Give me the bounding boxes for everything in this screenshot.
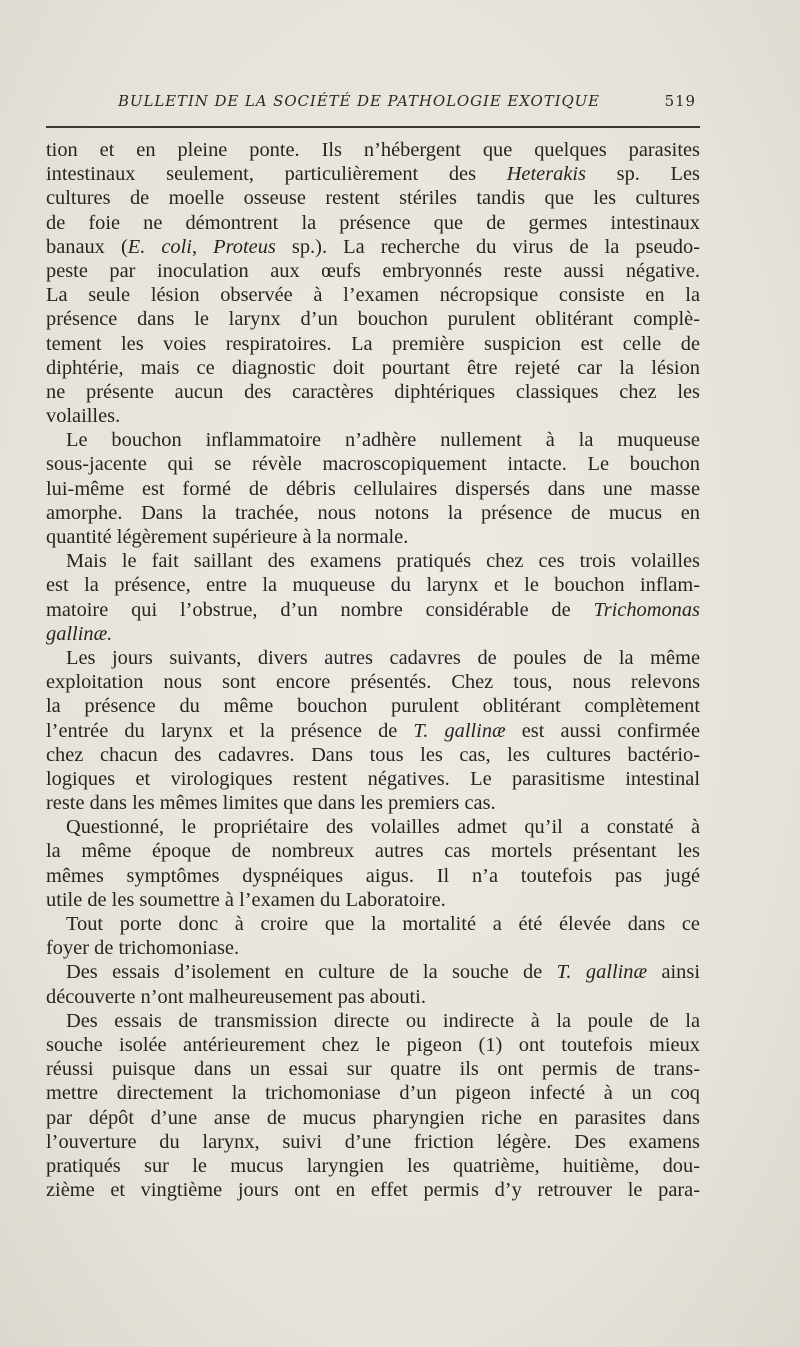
text-line	[46, 549, 700, 573]
italic-text: gallinæ.	[46, 622, 113, 645]
text-segment: est aussi confirmée	[505, 719, 700, 742]
text-line	[46, 404, 700, 428]
text-line	[46, 1154, 700, 1178]
text-line	[46, 138, 700, 162]
text-segment: cultures de moelle osseuse restent stériles tandis que les cultures	[46, 187, 700, 210]
text-segment: La seule lésion observée à l’examen nécropsique consiste en la	[46, 284, 700, 307]
text-line	[46, 1033, 700, 1057]
text-line	[46, 1106, 700, 1130]
text-line	[46, 936, 700, 960]
text-line	[46, 1130, 700, 1154]
text-line	[46, 767, 700, 791]
text-segment: reste dans les mêmes limites que dans les premiers cas.	[46, 792, 496, 815]
text-line	[46, 719, 700, 743]
text-line	[46, 428, 700, 452]
text-line	[46, 694, 700, 718]
text-line	[46, 622, 700, 646]
text-segment: mêmes symptômes dyspnéiques aigus. Il n’a toutefois pas jugé	[46, 864, 700, 887]
text-line	[46, 380, 700, 404]
text-segment: présence dans le larynx d’un bouchon purulent oblitérant complè-	[46, 308, 700, 331]
text-segment: découverte n’ont malheureusement pas abouti.	[46, 985, 426, 1008]
text-line	[46, 452, 700, 476]
text-line	[46, 477, 700, 501]
text-segment: tement les voies respiratoires. La première suspicion est celle de	[46, 332, 700, 355]
italic-text: Trichomonas	[593, 598, 700, 621]
text-segment: est la présence, entre la muqueuse du larynx et le bouchon inflam-	[46, 574, 700, 597]
text-line	[46, 525, 700, 549]
text-segment: Mais le fait saillant des examens pratiqués chez ces trois volailles	[66, 550, 700, 573]
text-segment: foyer de trichomoniase.	[46, 937, 240, 960]
italic-text: E. coli	[127, 235, 192, 258]
running-title: BULLETIN DE LA SOCIÉTÉ DE PATHOLOGIE EXOTIQUE	[118, 92, 601, 110]
text-segment: banaux (	[46, 235, 128, 258]
text-segment: l’ouverture du larynx, suivi d’une friction légère. Des examens	[46, 1130, 700, 1153]
text-line	[46, 985, 700, 1009]
text-segment: Des essais d’isolement en culture de la souche de	[66, 961, 557, 984]
running-head	[46, 92, 700, 116]
text-segment: logiques et virologiques restent négatives. Le parasitisme intestinal	[46, 767, 700, 790]
text-segment: volailles.	[46, 405, 121, 428]
text-segment: diphtérie, mais ce diagnostic doit pourtant être rejeté car la lésion	[46, 356, 700, 379]
text-segment: sp. Les	[585, 163, 700, 186]
text-segment: intestinaux seulement, particulièrement des	[46, 163, 507, 186]
italic-text: T. gallinæ	[556, 961, 648, 984]
text-segment: lui-même est formé de débris cellulaires dispersés dans une masse	[46, 477, 700, 500]
text-line	[46, 259, 700, 283]
text-line	[46, 791, 700, 815]
text-line	[46, 283, 700, 307]
text-line	[46, 332, 700, 356]
text-segment: sous-jacente qui se révèle macroscopiquement intacte. Le bouchon	[46, 453, 700, 476]
text-line	[46, 186, 700, 210]
text-segment: Les jours suivants, divers autres cadavres de poules de la même	[66, 646, 700, 669]
text-line	[46, 1178, 700, 1202]
italic-text: Proteus	[213, 235, 276, 258]
text-line	[46, 1081, 700, 1105]
text-segment: par dépôt d’une anse de mucus pharyngien riche en parasites dans	[46, 1106, 700, 1129]
header-rule	[46, 126, 700, 128]
italic-text: Heterakis	[506, 163, 586, 186]
text-segment: utile de les soumettre à l’examen du Laboratoire.	[46, 888, 446, 911]
text-segment: la présence du même bouchon purulent oblitérant complètement	[46, 695, 700, 718]
page-number: 519	[664, 92, 696, 110]
text-segment: l’entrée du larynx et la présence de	[46, 719, 414, 742]
text-segment: zième et vingtième jours ont en effet permis d’y retrouver le para-	[46, 1179, 700, 1202]
text-line	[46, 646, 700, 670]
text-segment: quantité légèrement supérieure à la normale.	[46, 526, 409, 548]
text-line	[46, 670, 700, 694]
text-line	[46, 501, 700, 525]
text-line	[46, 356, 700, 380]
text-segment: souche isolée antérieurement chez le pigeon (1) ont toutefois mieux	[46, 1033, 700, 1056]
text-segment: pratiqués sur le mucus laryngien les quatrième, huitième, dou-	[46, 1154, 700, 1177]
text-segment: exploitation nous sont encore présentés. Chez tous, nous relevons	[46, 671, 700, 694]
text-segment: Le bouchon inflammatoire n’adhère nullement à la muqueuse	[66, 429, 700, 452]
text-line	[46, 573, 700, 597]
text-segment: peste par inoculation aux œufs embryonnés reste aussi négative.	[46, 259, 700, 282]
text-line	[46, 162, 700, 186]
text-line	[46, 1009, 700, 1033]
text-line	[46, 839, 700, 863]
text-segment: ,	[191, 235, 214, 258]
text-segment: tion et en pleine ponte. Ils n’hébergent que quelques parasites	[46, 139, 700, 161]
text-segment: réussi puisque dans un essai sur quatre ils ont permis de trans-	[46, 1058, 700, 1081]
text-segment: mettre directement la trichomoniase d’un pigeon infecté à un coq	[46, 1082, 700, 1105]
text-line	[46, 888, 700, 912]
text-segment: ainsi	[647, 961, 700, 984]
text-segment: chez chacun des cadavres. Dans tous les cas, les cultures bactério-	[46, 743, 700, 766]
text-line	[46, 960, 700, 984]
text-segment: amorphe. Dans la trachée, nous notons la présence de mucus en	[46, 501, 700, 524]
text-segment: Tout porte donc à croire que la mortalité a été élevée dans ce	[66, 913, 700, 935]
text-line	[46, 912, 700, 936]
text-segment: sp.). La recherche du virus de la pseudo-	[275, 235, 700, 258]
text-line	[46, 235, 700, 259]
italic-text: T. gallinæ	[413, 719, 506, 742]
body-text	[46, 138, 700, 1202]
text-line	[46, 307, 700, 331]
text-line	[46, 743, 700, 767]
text-segment: la même époque de nombreux autres cas mortels présentant les	[46, 840, 700, 863]
text-line	[46, 598, 700, 622]
text-segment: ne présente aucun des caractères diphtériques classiques chez les	[46, 380, 700, 403]
text-line	[46, 1057, 700, 1081]
text-line	[46, 815, 700, 839]
text-segment: Des essais de transmission directe ou indirecte à la poule de la	[66, 1009, 700, 1032]
text-line	[46, 211, 700, 235]
text-line	[46, 864, 700, 888]
text-segment: Questionné, le propriétaire des volailles admet qu’il a constaté à	[66, 816, 700, 839]
text-segment: de foie ne démontrent la présence que de germes intestinaux	[46, 211, 700, 234]
text-segment: matoire qui l’obstrue, d’un nombre considérable de	[46, 598, 594, 621]
